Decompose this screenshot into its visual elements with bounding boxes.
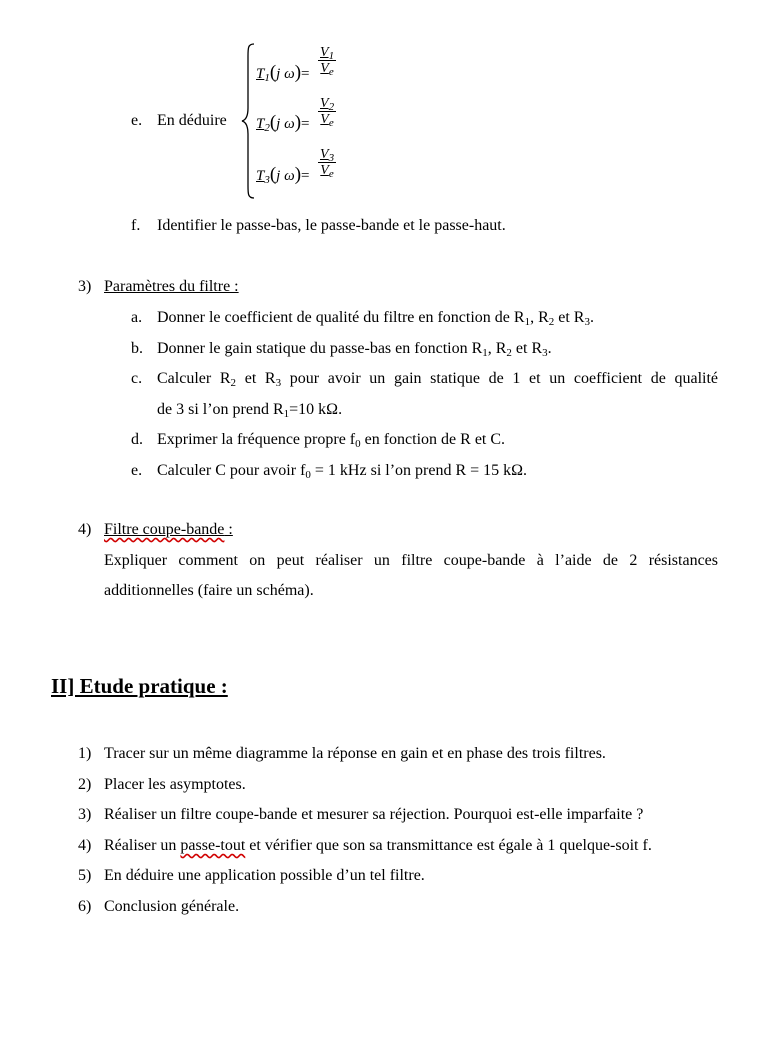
- section-4-line2: additionnelles (faire un schéma).: [104, 582, 314, 599]
- part-2-item-2-number: 2): [78, 776, 92, 793]
- section-3-item-d-text: Exprimer la fréquence propre $f_0$ en fonction de R et C.: [157, 431, 506, 450]
- item-f-text: Identifier le passe-bas, le passe-bande et le passe-haut.: [157, 217, 506, 234]
- section-3-item-a-label: a.: [131, 309, 143, 326]
- part-2-item-2-text: Placer les asymptotes.: [104, 776, 246, 793]
- section-3-item-a-text: Donner le coefficient de qualité du filtre en fonction de $R_1$, $R_2$ et $R_3$.: [157, 309, 594, 328]
- part-2-item-1-text: Tracer sur un même diagramme la réponse en gain et en phase des trois filtres.: [104, 745, 606, 762]
- section-3-item-c-line2: de 3 si l’on prend $R_1=10$ kΩ.: [157, 401, 343, 420]
- part-2-item-5-number: 5): [78, 867, 92, 884]
- section-4-title: Filtre coupe-bande :: [104, 521, 233, 538]
- section-3-item-e-text: Calculer C pour avoir $f_0 = 1$ kHz si l’on prend R = 15 kΩ.: [157, 462, 528, 481]
- part-2-item-3-text: Réaliser un filtre coupe-bande et mesurer sa réjection. Pourquoi est-elle imparfaite ?: [104, 806, 644, 823]
- t3-fraction: $\frac{V_3}{V_e}$: [320, 147, 335, 180]
- section-3-item-b-label: b.: [131, 340, 143, 357]
- section-3-item-d-label: d.: [131, 431, 143, 448]
- part-2-item-6-number: 6): [78, 898, 92, 915]
- part-2-item-3-number: 3): [78, 806, 92, 823]
- section-3-title: Paramètres du filtre :: [104, 278, 239, 295]
- item-e-label: e.: [131, 112, 143, 129]
- part-2-item-4-text: Réaliser un passe-tout et vérifier que son sa transmittance est égale à 1 quelque-soit f.: [104, 837, 652, 854]
- t1-lhs: $T_1(j$ ω)=: [256, 62, 310, 84]
- part-2-item-4-number: 4): [78, 837, 92, 854]
- section-3-item-e-label: e.: [131, 462, 143, 479]
- t1-fraction: $\frac{V_1}{V_e}$: [320, 45, 335, 78]
- section-4-line1: Expliquer comment on peut réaliser un filtre coupe-bande à l’aide de 2 résistances: [104, 552, 718, 569]
- t2-lhs: $T_2(j$ ω)=: [256, 112, 310, 134]
- part-2-heading: II] Etude pratique :: [51, 674, 228, 698]
- item-e-text: En déduire: [157, 112, 227, 129]
- part-2-item-1-number: 1): [78, 745, 92, 762]
- item-f-label: f.: [131, 217, 141, 234]
- left-brace-icon: [240, 42, 256, 200]
- section-3-item-c-label: c.: [131, 370, 143, 387]
- t3-lhs: $T_3(j$ ω)=: [256, 164, 310, 186]
- section-3-number: 3): [78, 278, 92, 295]
- section-4-number: 4): [78, 521, 92, 538]
- t2-fraction: $\frac{V_2}{V_e}$: [320, 96, 335, 129]
- section-3-item-b-text: Donner le gain statique du passe-bas en fonction $R_1$, $R_2$ et $R_3$.: [157, 340, 552, 359]
- part-2-item-5-text: En déduire une application possible d’un tel filtre.: [104, 867, 425, 884]
- section-3-item-c-line1: Calculer $R_2$ et $R_3$ pour avoir un gain statique de 1 et un coefficient de qualité: [157, 370, 719, 389]
- part-2-item-6-text: Conclusion générale.: [104, 898, 240, 915]
